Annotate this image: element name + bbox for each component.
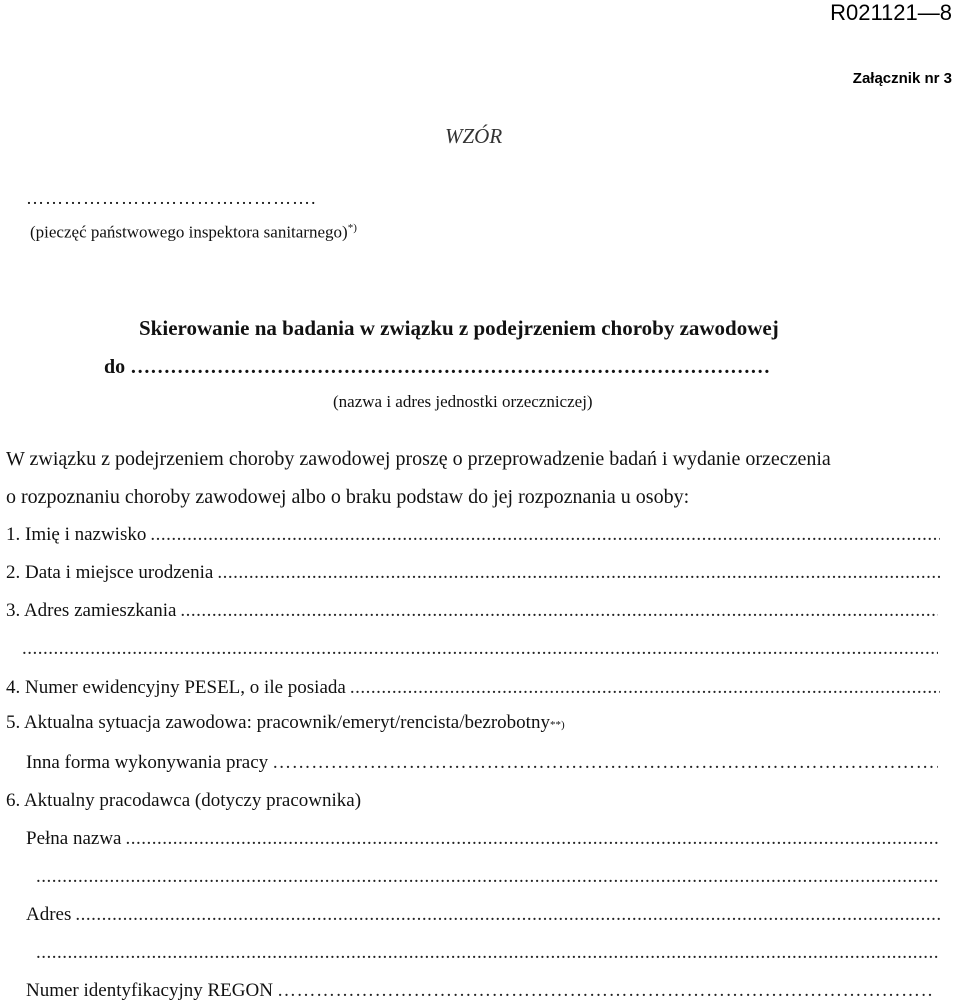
field-address-label: 3. Adres zamieszkania: [6, 600, 177, 621]
recipient-label: do: [104, 356, 126, 378]
field-address-line2-input[interactable]: [22, 638, 938, 660]
field-regon-label: Numer identyfikacyjny REGON: [26, 980, 273, 1001]
field-status-label: 5. Aktualna sytuacja zawodowa: pracownik/emeryt/rencista/bezrobotny: [6, 712, 550, 733]
field-full-name-input[interactable]: [125, 828, 938, 850]
field-regon-row: [26, 980, 932, 1002]
field-address-row: [6, 600, 938, 622]
intro-line-2: o rozpoznaniu choroby zawodowej albo o braku podstaw do jej rozpoznania u osoby:: [6, 486, 690, 508]
field-employer-address-label: Adres: [26, 904, 72, 925]
template-label: WZÓR: [445, 124, 503, 148]
footnote-mark: **): [549, 719, 565, 731]
document-id: R021121—8: [830, 0, 952, 25]
field-address-line2-row: [22, 638, 938, 660]
field-pesel-input[interactable]: [350, 677, 940, 699]
field-full-name-line2-input[interactable]: [36, 866, 938, 888]
field-status-row: [6, 712, 565, 734]
field-employer-address-line2-row: [36, 942, 938, 964]
field-other-form-input[interactable]: [272, 752, 938, 774]
field-regon-input[interactable]: [277, 980, 932, 1002]
field-other-form-label: Inna forma wykonywania pracy: [26, 752, 269, 773]
stamp-caption: [30, 222, 357, 243]
document-title: Skierowanie na badania w związku z podejrzeniem choroby zawodowej: [139, 316, 779, 340]
field-employer-address-input[interactable]: [75, 904, 940, 926]
field-employer-row: [6, 790, 361, 812]
field-address-input[interactable]: [180, 600, 938, 622]
footnote-mark: *): [347, 222, 357, 234]
recipient-row: [104, 356, 770, 379]
field-full-name-label: Pełna nazwa: [26, 828, 122, 849]
field-birth-row: [6, 562, 940, 584]
stamp-caption-text: (pieczęć państwowego inspektora sanitarnego): [30, 222, 348, 242]
field-name-row: [6, 524, 940, 546]
recipient-caption: (nazwa i adres jednostki orzeczniczej): [333, 392, 593, 411]
field-employer-label: 6. Aktualny pracodawca (dotyczy pracownika): [6, 790, 362, 811]
field-birth-label: 2. Data i miejsce urodzenia: [6, 562, 214, 583]
recipient-field[interactable]: ……………………………………………………………………………………: [130, 356, 771, 378]
field-employer-address-row: [26, 904, 940, 926]
field-full-name-row: [26, 828, 938, 850]
annex-label: Załącznik nr 3: [852, 70, 952, 87]
intro-line-1: W związku z podejrzeniem choroby zawodowej proszę o przeprowadzenie badań i wydanie orzeczenia: [6, 448, 831, 470]
field-pesel-label: 4. Numer ewidencyjny PESEL, o ile posiada: [6, 677, 346, 698]
field-name-label: 1. Imię i nazwisko: [6, 524, 147, 545]
stamp-placeholder: ……………………………………….: [26, 188, 317, 208]
field-full-name-line2-row: [36, 866, 938, 888]
field-other-form-row: [26, 752, 938, 774]
field-birth-input[interactable]: [217, 562, 940, 584]
field-name-input[interactable]: [150, 524, 940, 546]
field-employer-address-line2-input[interactable]: [36, 942, 938, 964]
field-pesel-row: [6, 677, 940, 699]
